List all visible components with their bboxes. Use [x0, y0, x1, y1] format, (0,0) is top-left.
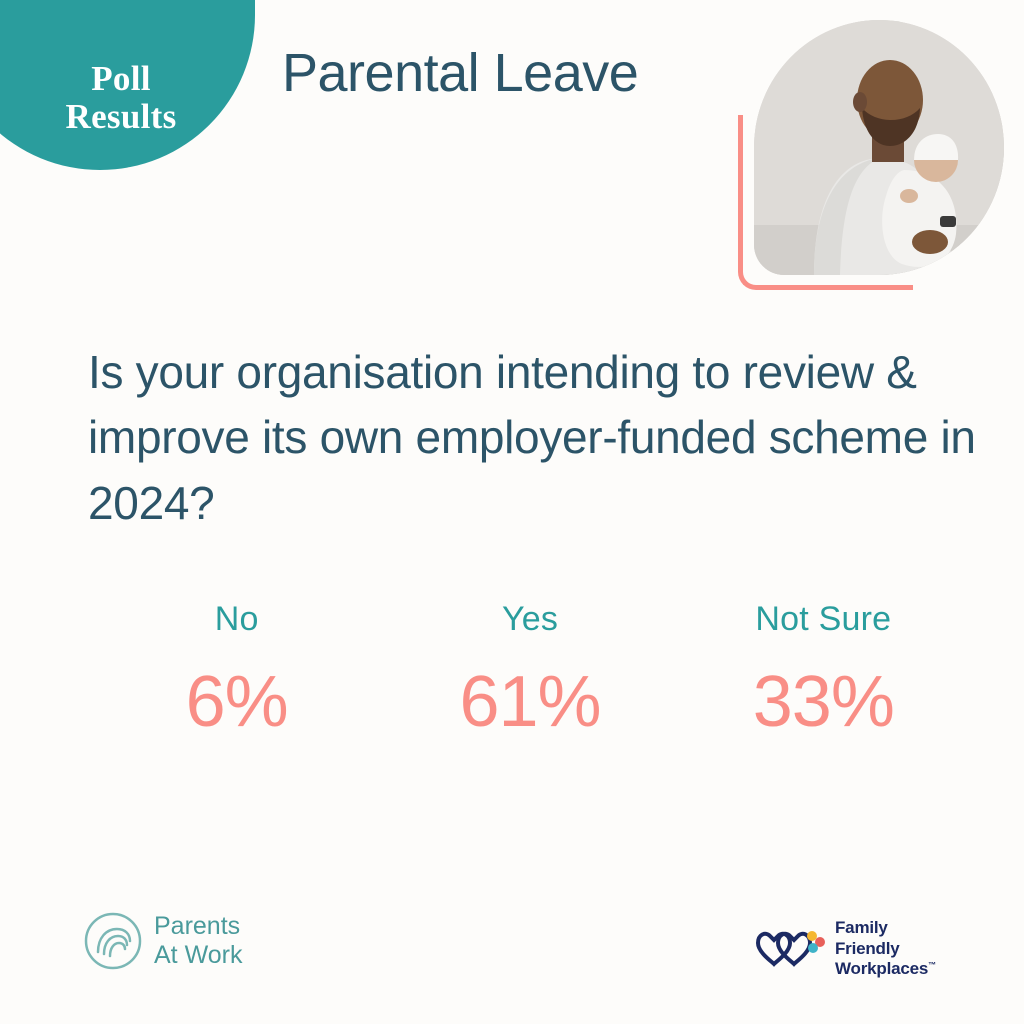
parents-at-work-mark-icon: [84, 912, 142, 970]
result-value: 6%: [185, 662, 288, 742]
badge-line-1: Poll: [91, 59, 151, 99]
ffw-wordmark: [835, 918, 936, 980]
poll-question: Is your organisation intending to review & improve its own employer-funded scheme in 2024?: [88, 346, 976, 529]
poll-results-chart: [90, 600, 970, 743]
poll-results-badge: [0, 0, 255, 170]
photo-container: [738, 20, 1004, 290]
family-friendly-workplaces-logo: [752, 918, 936, 980]
badge-line-2: Results: [65, 97, 177, 137]
ffw-line-3: Workplaces: [835, 959, 929, 979]
paw-line-1: Parents: [154, 912, 241, 941]
ffw-trademark: ™: [928, 960, 936, 970]
paw-line-2: At Work: [154, 941, 243, 969]
result-value: 61%: [459, 662, 601, 742]
page-title: Parental Leave: [282, 43, 639, 103]
result-item: [383, 600, 676, 743]
result-value: 33%: [752, 662, 894, 742]
ffw-line-3-wrap: [835, 959, 936, 980]
ffw-line-2: Friendly: [835, 938, 900, 958]
photo-accent-frame: [738, 115, 913, 290]
ffw-line-1: Family: [835, 918, 888, 937]
result-label: Yes: [501, 600, 559, 638]
parents-at-work-logo: [84, 912, 242, 970]
result-item: [677, 600, 970, 743]
ffw-hearts-icon: [752, 925, 826, 973]
parents-at-work-wordmark: [154, 912, 242, 970]
result-label: No: [214, 600, 259, 638]
result-label: Not Sure: [755, 600, 892, 638]
result-item: [90, 600, 383, 743]
